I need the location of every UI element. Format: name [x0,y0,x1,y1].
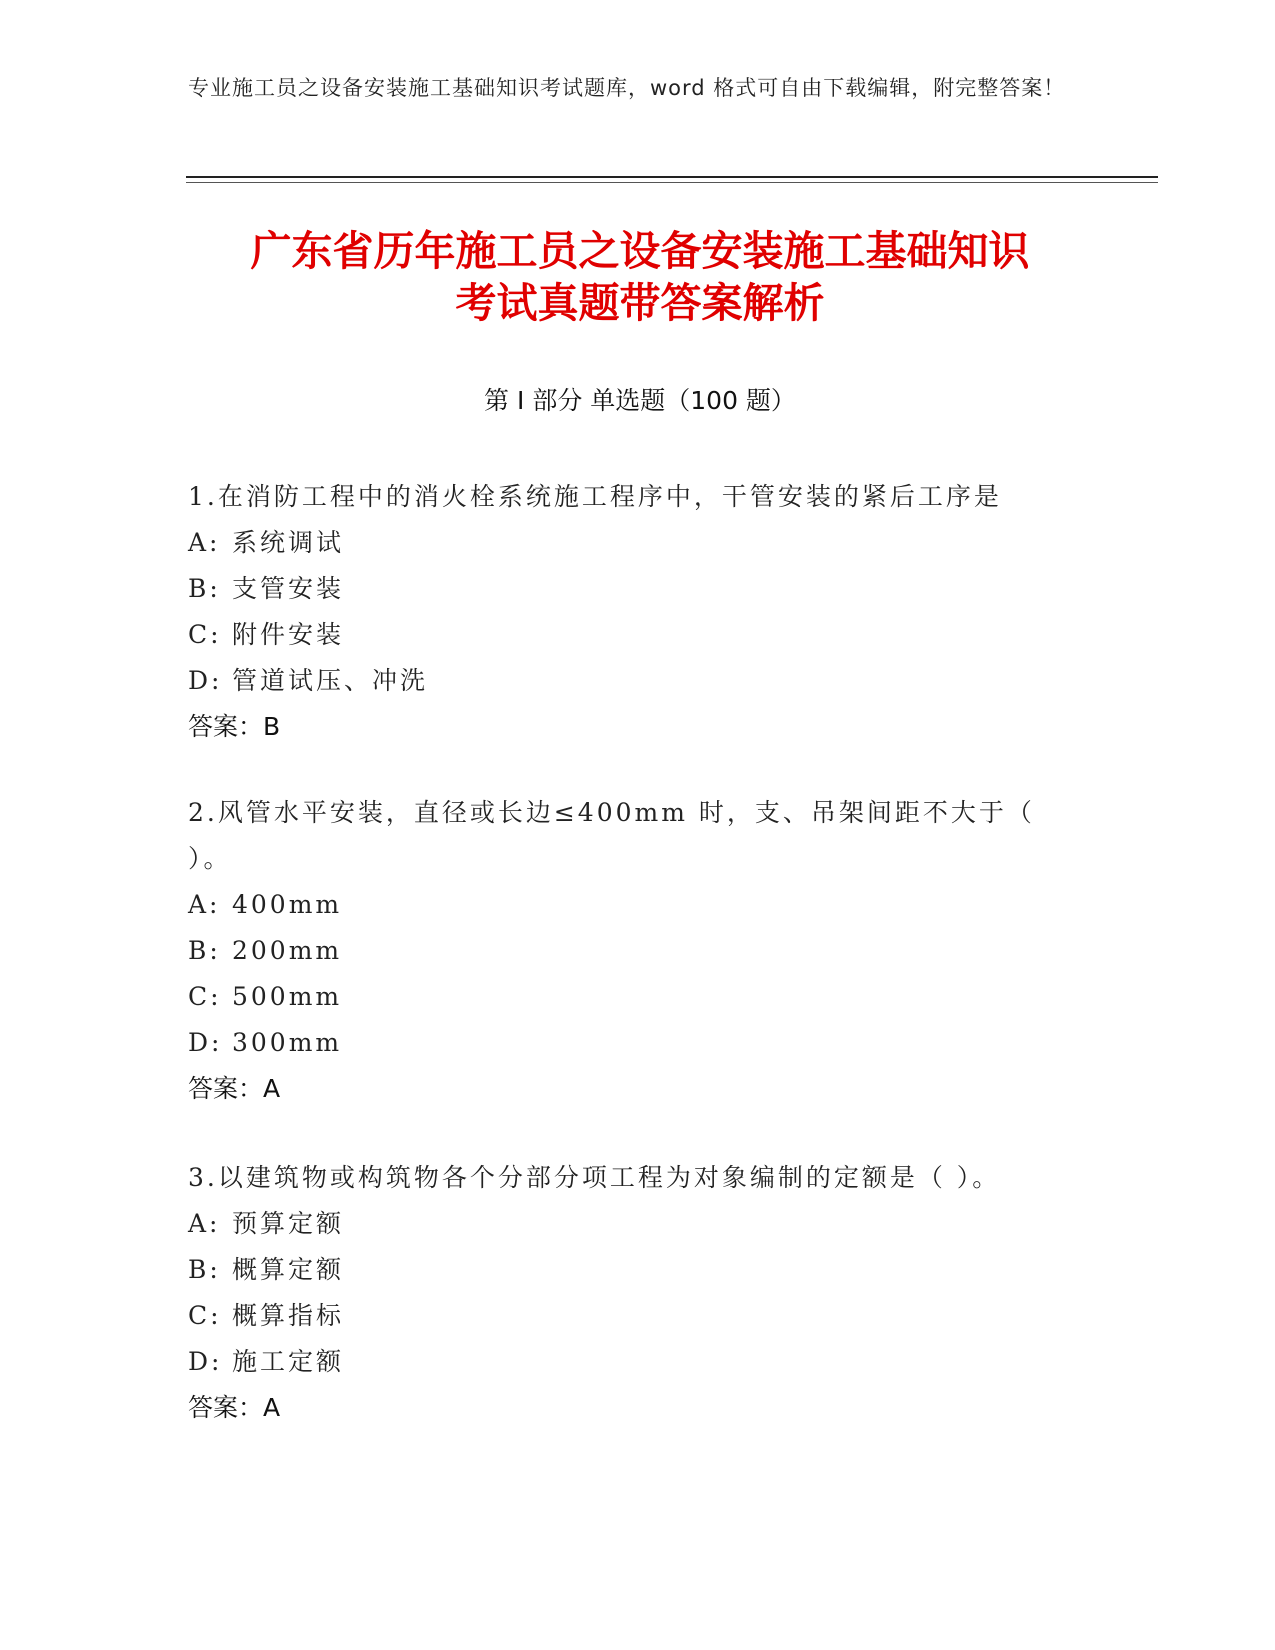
section-title: 第 I 部分 单选题（100 题） [484,386,796,415]
option-text: 施工定额 [232,1347,345,1376]
document-title [160,225,1120,329]
option-key: D: [188,1347,223,1376]
question-2 [188,790,1088,1112]
option-text: 300mm [232,1028,343,1057]
document-title-line-2: 考试真题带答案解析 [455,279,825,327]
option-text: 支管安装 [232,574,345,603]
header-divider-thin [186,182,1158,183]
header-divider-thick [186,176,1158,178]
option-key: B: [188,574,221,603]
question-1 [188,474,1088,750]
option-text: 系统调试 [232,528,345,557]
option-key: C: [188,620,222,649]
option-b [188,566,1088,612]
option-c [188,1293,1088,1339]
option-key: D: [188,666,223,695]
header-note: 专业施工员之设备安装施工基础知识考试题库，word 格式可自由下载编辑，附完整答案！ [188,76,1066,100]
option-key: A: [188,528,221,557]
option-text: 预算定额 [232,1209,345,1238]
option-key: D: [188,1028,223,1057]
question-3 [188,1155,1088,1431]
option-b [188,928,1088,974]
option-text: 概算定额 [232,1255,345,1284]
option-d [188,1339,1088,1385]
option-d [188,658,1088,704]
answer: 答案：A [188,1074,281,1103]
option-text: 概算指标 [232,1301,345,1330]
answer: 答案：B [188,712,281,741]
option-c [188,974,1088,1020]
option-key: B: [188,1255,221,1284]
option-a [188,1201,1088,1247]
option-key: A: [188,1209,221,1238]
document-title-line-1: 广东省历年施工员之设备安装施工基础知识 [250,227,1030,275]
option-c [188,612,1088,658]
option-d [188,1020,1088,1066]
option-key: C: [188,982,222,1011]
option-text: 200mm [232,936,343,965]
option-text: 400mm [232,890,343,919]
question-stem: 3.以建筑物或构筑物各个分部分项工程为对象编制的定额是（ ）。 [188,1163,1001,1192]
question-stem: 2.风管水平安装，直径或长边≤400mm 时，支、吊架间距不大于（ ）。 [188,798,1035,873]
question-stem: 1.在消防工程中的消火栓系统施工程序中，干管安装的紧后工序是 [188,482,1002,511]
answer: 答案：A [188,1393,281,1422]
option-a [188,882,1088,928]
option-text: 管道试压、冲洗 [232,666,429,695]
option-text: 500mm [232,982,343,1011]
option-key: C: [188,1301,222,1330]
option-key: A: [188,890,221,919]
option-a [188,520,1088,566]
option-b [188,1247,1088,1293]
option-key: B: [188,936,221,965]
option-text: 附件安装 [232,620,345,649]
